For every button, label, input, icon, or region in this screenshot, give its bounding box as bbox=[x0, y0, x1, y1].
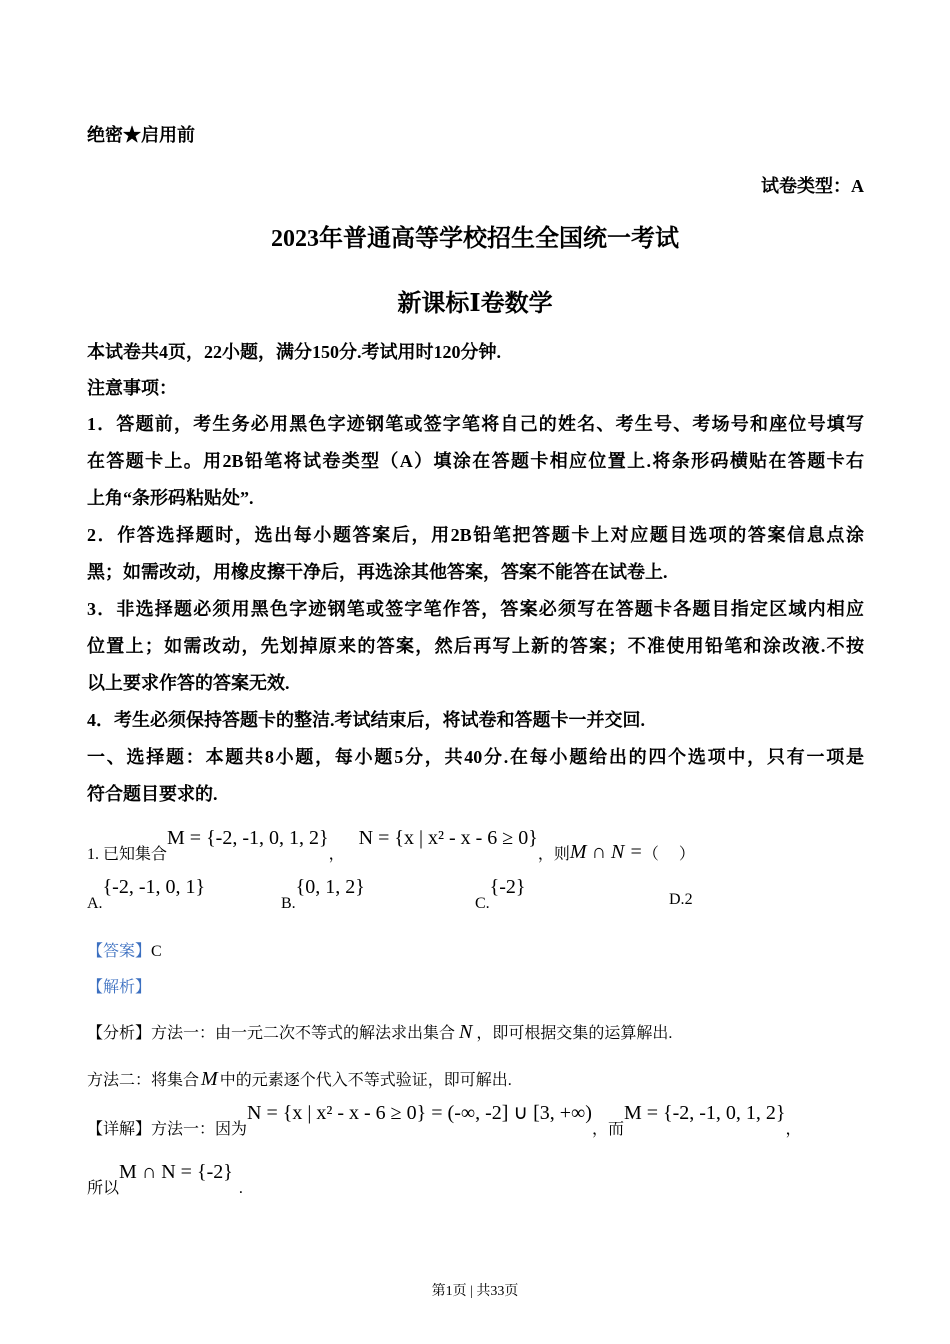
instruction-2-line-2: 黑；如需改动，用橡皮擦干净后，再选涂其他答案，答案不能答在试卷上. bbox=[87, 562, 668, 582]
detail-set-n: N = {x | x² - x - 6 ≥ 0} = (-∞, -2] ∪ [3, +∞) bbox=[247, 1102, 592, 1124]
fenxi-text: 方法一：由一元二次不等式的解法求出集合 bbox=[151, 1025, 456, 1042]
period: . bbox=[238, 1180, 243, 1197]
instruction-1-line-2: 在答题卡上。用2B铅笔将试卷类型（A）填涂在答题卡相应位置上.将条形码横贴在答题卡右 bbox=[87, 451, 864, 471]
fenxi-end: ，即可根据交集的运算解出. bbox=[476, 1025, 673, 1042]
intro-text: 本试卷共4页，22小题，满分150分.考试用时120分钟. bbox=[87, 342, 501, 362]
fenxi-label: 【分析】 bbox=[87, 1025, 152, 1042]
answer-line bbox=[87, 938, 162, 961]
comma: ， bbox=[785, 1121, 802, 1138]
secret-label: 绝密★启用前 bbox=[87, 125, 195, 145]
option-label: C. bbox=[475, 895, 490, 912]
option-b bbox=[281, 876, 365, 912]
option-label: A. bbox=[87, 895, 103, 912]
detail-text-2: ，而 bbox=[591, 1121, 624, 1138]
result-expr: M ∩ N = {-2} bbox=[119, 1161, 233, 1183]
section-heading-line-2: 符合题目要求的. bbox=[87, 784, 218, 804]
paper-type: 试卷类型：A bbox=[761, 176, 864, 196]
exam-title: 2023年普通高等学校招生全国统一考试 bbox=[271, 226, 679, 252]
instruction-1-line-1: 1．答题前，考生务必用黑色字迹钢笔或签字笔将自己的姓名、考生号、考场号和座位号填写 bbox=[87, 414, 864, 434]
fenxi-line bbox=[87, 1020, 672, 1044]
set-n: N = {x | x² - x - 6 ≥ 0} bbox=[358, 827, 538, 849]
section-heading-line-1: 一、选择题：本题共8小题，每小题5分，共40分.在每小题给出的四个选项中，只有一项是 bbox=[87, 747, 864, 767]
detail-label: 【详解】 bbox=[87, 1121, 152, 1138]
option-a bbox=[87, 876, 206, 912]
conclusion-line bbox=[87, 1160, 243, 1197]
math-n: N bbox=[459, 1021, 473, 1043]
detail-set-m: M = {-2, -1, 0, 1, 2} bbox=[623, 1102, 786, 1124]
instruction-1-line-3: 上角“条形码粘贴处”. bbox=[87, 488, 254, 508]
option-label: B. bbox=[281, 895, 296, 912]
analysis-label: 【解析】 bbox=[87, 979, 152, 996]
notice-label: 注意事项： bbox=[87, 378, 177, 398]
method2-text: 方法二：将集合 bbox=[87, 1072, 200, 1089]
option-d bbox=[669, 891, 693, 909]
method2-text-end: 中的元素逐个代入不等式验证，即可解出. bbox=[219, 1072, 512, 1089]
method-two-line bbox=[87, 1067, 512, 1091]
comma: ， bbox=[328, 846, 345, 863]
option-value: {-2} bbox=[489, 876, 526, 898]
page-footer: 第1页 | 共33页 bbox=[431, 1284, 519, 1299]
answer-label: 【答案】 bbox=[87, 943, 152, 960]
option-value: {0, 1, 2} bbox=[295, 876, 365, 898]
answer-paren: （ ） bbox=[642, 846, 695, 863]
so-text: 所以 bbox=[87, 1180, 120, 1197]
question-stem-prefix: 1. 已知集合 bbox=[87, 846, 168, 863]
answer-value: C bbox=[151, 943, 162, 960]
math-m: M bbox=[201, 1068, 218, 1090]
option-label: D. bbox=[669, 891, 685, 908]
option-value: {-2, -1, 0, 1} bbox=[102, 876, 206, 898]
detail-line bbox=[87, 1100, 802, 1138]
question-1-stem bbox=[87, 826, 695, 863]
instruction-3-line-1: 3．非选择题必须用黑色字迹钢笔或签字笔作答，答案必须写在答题卡各题目指定区域内相应 bbox=[87, 599, 864, 619]
then-text: ，则 bbox=[537, 846, 570, 863]
instruction-3-line-2: 位置上；如需改动，先划掉原来的答案，然后再写上新的答案；不准使用铅笔和涂改液.不按 bbox=[87, 636, 864, 656]
detail-text: 方法一：因为 bbox=[151, 1121, 248, 1138]
option-value: 2 bbox=[684, 891, 693, 908]
set-m: M = {-2, -1, 0, 1, 2} bbox=[167, 827, 329, 849]
instruction-2-line-1: 2．作答选择题时，选出每小题答案后，用2B铅笔把答题卡上对应题目选项的答案信息点涂 bbox=[87, 525, 864, 545]
option-c bbox=[475, 876, 526, 912]
intersection-expr: M ∩ N = bbox=[569, 841, 643, 863]
exam-subtitle: 新课标Ⅰ卷数学 bbox=[397, 291, 553, 317]
instruction-3-line-3: 以上要求作答的答案无效. bbox=[87, 673, 290, 693]
instruction-4: 4．考生必须保持答题卡的整洁.考试结束后，将试卷和答题卡一并交回. bbox=[87, 710, 645, 730]
